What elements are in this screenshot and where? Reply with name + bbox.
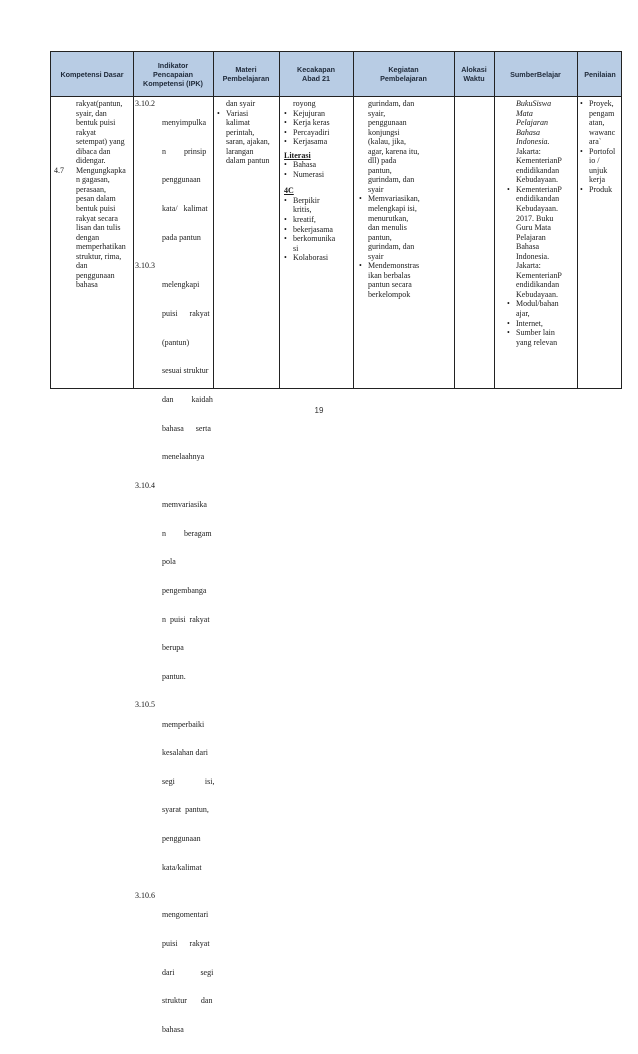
ipk-text-line: n beragam bbox=[162, 528, 212, 538]
kecakapan-karakter-list bbox=[284, 109, 352, 147]
sumber-text-line: yang relevan bbox=[516, 337, 558, 347]
cell-kompetensi-dasar bbox=[54, 99, 132, 290]
fourc-item bbox=[284, 253, 352, 263]
ipk-text-line: syarat pantun, bbox=[162, 805, 209, 815]
kd-text-line: syair, dan bbox=[76, 108, 107, 118]
ipk-text-line: n puisi rakyat bbox=[162, 614, 210, 624]
penilaian-text-line: unjuk bbox=[589, 165, 608, 175]
kegiatan-text-line: berkelompok bbox=[368, 289, 411, 299]
penilaian-text-line: ara` bbox=[589, 137, 602, 147]
kd-text-line: penggunaan bbox=[76, 270, 115, 280]
header-materi: Materi Pembelajaran bbox=[222, 65, 270, 83]
col-divider bbox=[494, 52, 495, 388]
col-divider bbox=[279, 52, 280, 388]
kd-number: 4.7 bbox=[54, 165, 64, 175]
sumber-text-line: Kebudayaan. bbox=[516, 289, 558, 299]
header-kecakapan: Kecakapan Abad 21 bbox=[297, 65, 335, 83]
sumber-list bbox=[498, 185, 576, 347]
kegiatan-text-line: syair bbox=[368, 251, 384, 261]
sumber-text-line: • Modul/bahan bbox=[516, 299, 559, 309]
kd-text-line: bahasa bbox=[76, 280, 98, 290]
kecakapan-item: • Kejujuran bbox=[284, 109, 352, 119]
fourc-text-line: • Kolaborasi bbox=[293, 253, 329, 263]
kecakapan-item: • Percayadiri bbox=[284, 128, 352, 138]
materi-list bbox=[217, 109, 278, 166]
ipk-text-line: penggunaan bbox=[162, 834, 201, 844]
ipk-text-line: dari segi bbox=[162, 967, 214, 977]
penilaian-item bbox=[580, 185, 622, 195]
kegiatan-text-line: • Mendemonstras bbox=[368, 261, 420, 271]
kegiatan-text-line: syair bbox=[368, 184, 384, 194]
ipk-item bbox=[135, 481, 211, 701]
ipk-text-line: pada pantun bbox=[162, 232, 201, 242]
ipk-text-line: kesalahan dari bbox=[162, 748, 208, 758]
kd-text-line: rakyat bbox=[76, 127, 96, 137]
sumber-text-line: Mata bbox=[516, 108, 533, 118]
ipk-text-line: puisi rakyat bbox=[162, 309, 210, 319]
kd-item-4-7 bbox=[54, 166, 132, 290]
ipk-text-line: (pantun) bbox=[162, 337, 190, 347]
sumber-text-line: • KementerianP bbox=[516, 184, 562, 194]
kegiatan-item bbox=[359, 261, 453, 299]
ipk-text-line: berupa bbox=[162, 643, 184, 653]
kegiatan-text-line: agar, karena itu, bbox=[368, 146, 420, 156]
sumber-text-line: Pelajaran bbox=[516, 118, 548, 128]
header-penilaian: Penilaian bbox=[584, 69, 616, 79]
ipk-text-line: mengomentari bbox=[162, 910, 209, 920]
kd-text-line: memperhatikan bbox=[76, 242, 126, 252]
sumber-text-line: BukuSiswa bbox=[516, 99, 552, 108]
ipk-text-line: memvariasika bbox=[162, 499, 207, 509]
ipk-number: 3.10.5 bbox=[135, 700, 155, 710]
ipk-number: 3.10.4 bbox=[135, 480, 155, 490]
fourc-item bbox=[284, 196, 352, 215]
kecakapan-text-line: royong bbox=[293, 99, 316, 108]
penilaian-text-line: • Produk bbox=[589, 184, 613, 194]
sumber-item bbox=[507, 319, 576, 329]
sumber-item bbox=[507, 299, 576, 318]
kd-text-line: struktur, rima, bbox=[76, 251, 122, 261]
materi-text-line: larangan bbox=[226, 146, 254, 156]
fourc-item bbox=[284, 225, 352, 235]
col-divider bbox=[454, 52, 455, 388]
col-divider bbox=[133, 52, 134, 388]
literasi-list bbox=[284, 160, 352, 179]
kegiatan-text-line: syair, bbox=[368, 108, 386, 118]
kegiatan-text-line: pantun, bbox=[368, 232, 392, 242]
penilaian-text-line: io / bbox=[589, 156, 600, 166]
sumber-text-line: Indonesia. bbox=[516, 251, 550, 261]
kd-text-line: bentuk puisi bbox=[76, 118, 116, 128]
literasi-heading: Literasi bbox=[284, 150, 311, 160]
cell-sumber-belajar bbox=[498, 99, 576, 347]
sumber-text-line: Kebudayaan. bbox=[516, 204, 558, 214]
fourc-item bbox=[284, 234, 352, 253]
ipk-number: 3.10.3 bbox=[135, 261, 155, 271]
ipk-text-line: bahasa bbox=[162, 1025, 184, 1035]
kd-text-line: Mengungkapka bbox=[76, 165, 126, 175]
literasi-item: • Numerasi bbox=[284, 170, 352, 180]
kegiatan-text-line: melengkapi isi, bbox=[368, 204, 417, 214]
fourc-text-line: • berkomunika bbox=[293, 234, 336, 244]
kd-text-line: n gagasan, bbox=[76, 175, 110, 185]
materi-text-line: • Variasi bbox=[226, 108, 249, 118]
penilaian-text-line: pengam bbox=[589, 108, 615, 118]
sumber-text-line: Kebudayaan. bbox=[516, 175, 558, 185]
kecakapan-item: • Kerjasama bbox=[284, 137, 352, 147]
header-ipk: Indikator Pencapaian Kompetensi (IPK) bbox=[143, 60, 203, 88]
materi-text-line: kalimat bbox=[226, 118, 250, 128]
sumber-item bbox=[507, 328, 576, 347]
sumber-text-line: 2017. Buku bbox=[516, 213, 554, 223]
fourc-text-line: si bbox=[293, 243, 299, 253]
ipk-number: 3.10.6 bbox=[135, 891, 155, 901]
kegiatan-item bbox=[359, 194, 453, 261]
kd-text-line: dibaca dan bbox=[76, 146, 111, 156]
ipk-text-line: pengembanga bbox=[162, 585, 207, 595]
kd-text-line: perasaan, bbox=[76, 184, 106, 194]
kegiatan-text-line: penggunaan bbox=[368, 118, 407, 128]
sumber-text-line: Pelajaran bbox=[516, 232, 546, 242]
ipk-text-line: pantun. bbox=[162, 671, 186, 681]
sumber-text-line: endidikandan bbox=[516, 165, 560, 175]
ipk-item bbox=[135, 261, 211, 481]
cell-kegiatan bbox=[357, 99, 453, 299]
kegiatan-text-line: gurindam, dan bbox=[368, 175, 415, 185]
cell-kecakapan bbox=[284, 99, 352, 263]
sumber-text-line: KementerianP bbox=[516, 270, 562, 280]
sumber-text-line: Guru Mata bbox=[516, 223, 551, 233]
ipk-text-line: dan kaidah bbox=[162, 394, 213, 404]
penilaian-text-line: kerja bbox=[589, 175, 605, 185]
ipk-text-line: menelaahnya bbox=[162, 452, 205, 462]
fourc-item bbox=[284, 215, 352, 225]
sumber-text-line: Jakarta: bbox=[516, 146, 541, 156]
col-divider bbox=[353, 52, 354, 388]
literasi-item: • Bahasa bbox=[284, 160, 352, 170]
fourc-text-line: kritis, bbox=[293, 205, 312, 215]
ipk-item bbox=[135, 700, 215, 891]
fourc-text-line: • kreatif, bbox=[293, 215, 316, 225]
kegiatan-text-line: menurutkan, bbox=[368, 213, 409, 223]
fourc-list bbox=[284, 196, 352, 263]
materi-text-line: perintah, bbox=[226, 127, 255, 137]
penilaian-item bbox=[580, 147, 622, 185]
sumber-text-line: endidikandan bbox=[516, 194, 560, 204]
fourc-heading: 4C bbox=[284, 186, 294, 196]
ipk-item bbox=[135, 891, 214, 1053]
kegiatan-text-line: dan menulis bbox=[368, 223, 407, 233]
kecakapan-item: • Kerja keras bbox=[284, 118, 352, 128]
kegiatan-text-line: konjungsi bbox=[368, 127, 400, 137]
ipk-text-line: kata/ kalimat bbox=[162, 204, 208, 214]
kegiatan-text-line: ikan berbalas bbox=[368, 270, 411, 280]
kd-text-line: rakyat(pantun, bbox=[76, 99, 123, 108]
penilaian-list bbox=[580, 99, 622, 194]
cell-ipk bbox=[135, 99, 215, 1054]
kd-text-line: dengan bbox=[76, 232, 100, 242]
col-divider bbox=[213, 52, 214, 388]
cell-materi bbox=[217, 99, 278, 166]
kd-text-line: bentuk puisi bbox=[76, 204, 116, 214]
sumber-text-line: endidikandan bbox=[516, 280, 560, 290]
ipk-text-line: kata/kalimat bbox=[162, 862, 202, 872]
ipk-text-line: penggunaan bbox=[162, 175, 201, 185]
sumber-text-line: • Sumber lain bbox=[516, 328, 555, 338]
ipk-text-line: struktur dan bbox=[162, 996, 213, 1006]
ipk-text-line: n prinsip bbox=[162, 146, 207, 156]
kegiatan-text-line: pantun, bbox=[368, 165, 392, 175]
kegiatan-text-line: • Memvariasikan, bbox=[368, 194, 420, 204]
kd-text-line: pesan dalam bbox=[76, 194, 116, 204]
header-alokasi: Alokasi Waktu bbox=[461, 65, 487, 83]
kegiatan-text-line: (kalau, jika, bbox=[368, 137, 406, 147]
ipk-item bbox=[135, 99, 211, 261]
sumber-text-line: Bahasa bbox=[516, 127, 540, 137]
ipk-text-line: bahasa serta bbox=[162, 423, 211, 433]
ipk-text-line: melengkapi bbox=[162, 280, 200, 290]
sumber-item bbox=[507, 185, 576, 300]
fourc-text-line: • bekerjasama bbox=[293, 224, 333, 234]
ipk-text-line: pola bbox=[162, 557, 176, 567]
cell-penilaian bbox=[580, 99, 622, 194]
ipk-number: 3.10.2 bbox=[135, 99, 155, 108]
sumber-text-line: Bahasa bbox=[516, 242, 540, 252]
kd-text-line: rakyat secara bbox=[76, 213, 118, 223]
kegiatan-text-line: gurindam, dan bbox=[368, 242, 415, 252]
materi-text-line: dalam pantun bbox=[226, 156, 270, 166]
penilaian-text-line: • Proyek, bbox=[589, 99, 614, 108]
sumber-text-line: ajar, bbox=[516, 309, 530, 319]
kegiatan-text-line: dll) pada bbox=[368, 156, 397, 166]
kd-text-line: setempat) yang bbox=[76, 137, 125, 147]
penilaian-text-line: wawanc bbox=[589, 127, 616, 137]
ipk-text-line: memperbaiki bbox=[162, 719, 205, 729]
kegiatan-text-line: gurindam, dan bbox=[368, 99, 415, 108]
ipk-text-line: puisi rakyat bbox=[162, 939, 210, 949]
fourc-text-line: • Berpikir bbox=[293, 195, 320, 205]
header-sumber-belajar: SumberBelajar bbox=[510, 69, 561, 79]
header-kompetensi-dasar: Kompetensi Dasar bbox=[60, 69, 124, 79]
sumber-text-line: Indonesia. bbox=[516, 137, 550, 147]
penilaian-text-line: • Portofol bbox=[589, 146, 616, 156]
header-kegiatan: Kegiatan Pembelajaran bbox=[380, 65, 427, 83]
ipk-text-line: sesuai struktur bbox=[162, 366, 209, 376]
ipk-text-line: segi isi, bbox=[162, 776, 215, 786]
sumber-text-line: KementerianP bbox=[516, 156, 562, 166]
ipk-text-line: menyimpulka bbox=[162, 118, 206, 128]
table-header bbox=[51, 52, 621, 97]
penilaian-text-line: atan, bbox=[589, 118, 605, 128]
col-divider bbox=[577, 52, 578, 388]
sumber-text-line: • Internet, bbox=[516, 318, 543, 328]
page-number: 19 bbox=[314, 406, 324, 415]
materi-item bbox=[217, 109, 278, 166]
kd-text-line: lisan dan tulis bbox=[76, 223, 121, 233]
kd-text-line: dan bbox=[76, 261, 88, 271]
kegiatan-list bbox=[357, 194, 453, 299]
materi-text-line: saran, ajakan, bbox=[226, 137, 270, 147]
sumber-text-line: Jakarta: bbox=[516, 261, 541, 271]
materi-text-line: dan syair bbox=[226, 99, 256, 108]
kegiatan-text-line: pantun secara bbox=[368, 280, 412, 290]
kd-text-line: didengar. bbox=[76, 156, 106, 166]
penilaian-item bbox=[580, 99, 622, 147]
